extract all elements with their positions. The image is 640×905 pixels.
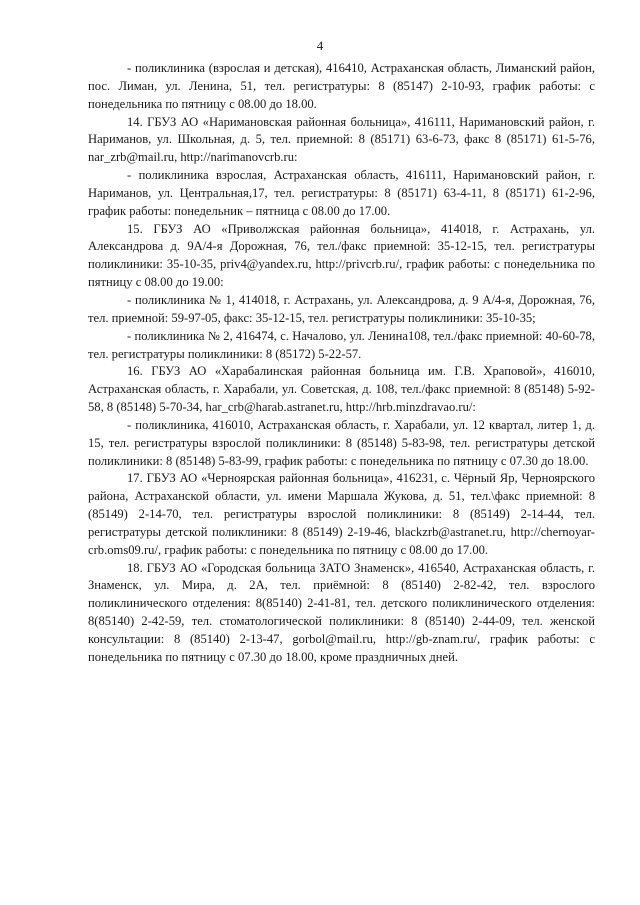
paragraph-item-17: 17. ГБУЗ АО «Черноярская районная больница», 416231, с. Чёрный Яр, Черноярского района, Астраханской области, ул. имени Маршала Жукова, д. 51, тел.\факс приемной: 8 (85149) 2-14-70, тел. регистратуры взрослой поликлиники: 8 (85149) 2-14-44, тел. регистратуры детской поликлиники: 8 (85149) 2-19-46, blackzrb@astranet.ru, http://chernoyar-crb.oms09.ru/, график работы: с понедельника по пятницу с 08.00 до 17.00. xyxy=(88,471,595,557)
document-body xyxy=(88,60,595,667)
paragraph-item-18: 18. ГБУЗ АО «Городская больница ЗАТО Знаменск», 416540, Астраханская область, г. Знаменск, ул. Мира, д. 2А, тел. приёмной: 8 (85140) 2-82-42, тел. взрослого поликлинического отделения: 8(85140) 2-41-81, тел. детского поликлинического отделения: 8(85140) 2-42-59, тел. стоматологической поликлиники: 8 (85140) 2-44-09, тел. женской консультации: 8 (85140) 2-13-47, gorbol@mail.ru, http://gb-znam.ru/, график работы: с понедельника по пятницу с 07.30 до 18.00, кроме праздничных дней. xyxy=(88,560,595,664)
paragraph-polyclinic-1: - поликлиника № 1, 414018, г. Астрахань, ул. Александрова, д. 9 А/4-я, Дорожная, 76, тел. приемной: 59-97-05, факс: 35-12-15, тел. регистратуры поликлиники: 35-10-35; xyxy=(88,292,595,325)
page-number: 4 xyxy=(316,38,324,53)
paragraph-kharabali-polyclinic: - поликлиника, 416010, Астраханская область, г. Харабали, ул. 12 квартал, литер 1, д. 15, тел. регистратуры взрослой поликлиники: 8 (85148) 5-83-98, тел. регистратуры детской поликлиники: 8 (85148) 5-83-99, график работы: с понедельника по пятницу с 07.30 до 18.00. xyxy=(88,417,595,468)
paragraph-item-14: 14. ГБУЗ АО «Наримановская районная больница», 416111, Наримановский район, г. Нариманов, ул. Школьная, д. 5, тел. приемной: 8 (85171) 63-6-73, факс 8 (85171) 61-5-76, nar_zrb@mail.ru, http://narimanovcrb.ru: xyxy=(88,114,595,165)
paragraph-polyclinic-2: - поликлиника № 2, 416474, с. Началово, ул. Ленина108, тел./факс приемной: 40-60-78, тел. регистратуры поликлиники: 8 (85172) 5-22-57. xyxy=(88,328,595,361)
paragraph-item-16: 16. ГБУЗ АО «Харабалинская районная больница им. Г.В. Храповой», 416010, Астраханская область, г. Харабали, ул. Советская, д. 108, тел./факс приемной: 8 (85148) 5-92-58, 8 (85148) 5-70-34, har_crb@harab.astranet.ru, http://hrb.minzdravao.ru/: xyxy=(88,364,595,415)
paragraph-liman-polyclinic: - поликлиника (взрослая и детская), 416410, Астраханская область, Лиманский район, пос. Лиман, ул. Ленина, 51, тел. регистратуры: 8 (85147) 2-10-93, график работы: с понедельника по пятницу с 08.00 до 18.00. xyxy=(88,61,595,111)
paragraph-narimanov-polyclinic: - поликлиника взрослая, Астраханская область, 416111, Наримановский район, г. Нариманов, ул. Центральная,17, тел. регистратуры: 8 (85171) 63-4-11, 8 (85171) 61-2-96, график работы: понедельник – пятница с 08.00 до 17.00. xyxy=(88,168,595,218)
paragraph-item-15: 15. ГБУЗ АО «Приволжская районная больница», 414018, г. Астрахань, ул. Александрова д. 9А/4-я Дорожная, 76, тел./факс приемной: 35-12-15, тел. регистратуры поликлиники: 35-10-35, priv4@yandex.ru, http://privcrb.ru/, график работы: с понедельника по пятницу с 08.00 до 19.00: xyxy=(88,221,595,290)
